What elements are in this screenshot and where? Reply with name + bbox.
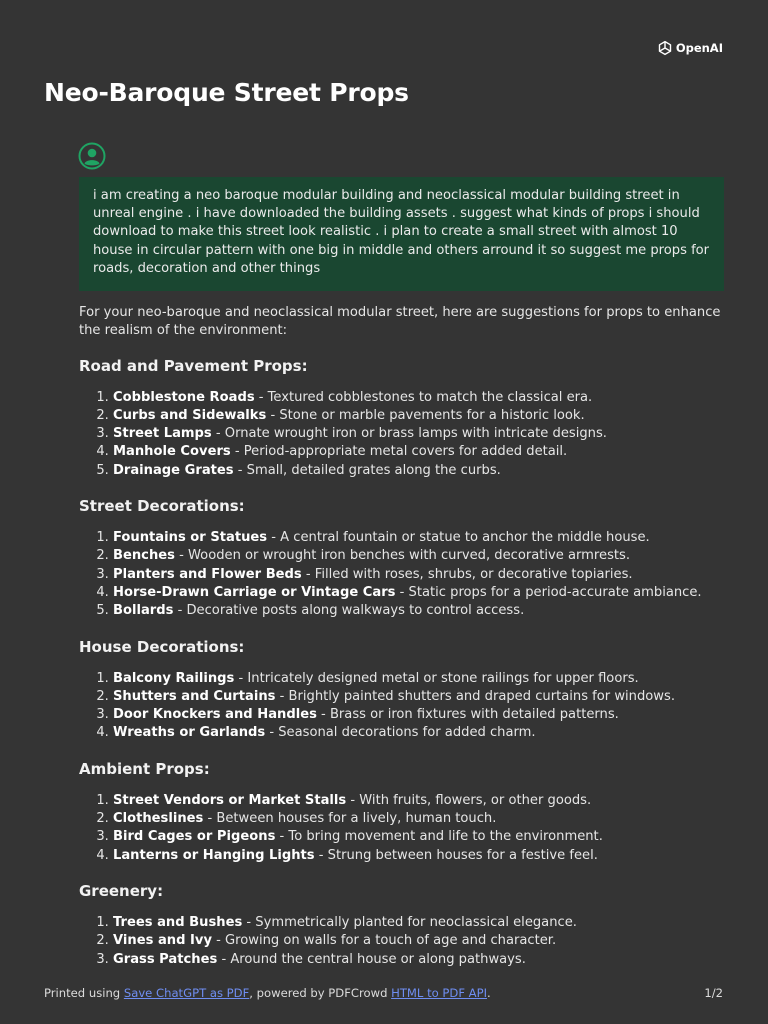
item-description: - Ornate wrought iron or brass lamps with intricate designs. xyxy=(211,426,607,442)
item-description: - Decorative posts along walkways to control access. xyxy=(173,603,525,619)
list-item xyxy=(113,828,729,846)
brand-label: OpenAI xyxy=(675,41,723,55)
item-term: Clotheslines xyxy=(113,811,204,827)
item-term: Manhole Covers xyxy=(113,444,231,460)
item-term: Door Knockers and Handles xyxy=(113,707,317,723)
item-description: - Intricately designed metal or stone railings for upper floors. xyxy=(234,670,639,686)
list-item xyxy=(113,688,729,706)
item-description: - Textured cobblestones to match the classical era. xyxy=(254,389,593,405)
item-term: Planters and Flower Beds xyxy=(113,566,302,582)
item-description: - Period-appropriate metal covers for added detail. xyxy=(230,444,568,460)
item-description: - With fruits, flowers, or other goods. xyxy=(346,792,592,808)
item-term: Fountains or Statues xyxy=(113,530,268,546)
item-term: Benches xyxy=(113,548,175,564)
list-item xyxy=(113,547,729,565)
section-heading: House Decorations: xyxy=(79,637,245,656)
item-description: - Symmetrically planted for neoclassical elegance. xyxy=(242,914,577,930)
footer-suffix: . xyxy=(487,986,491,1000)
props-list xyxy=(79,792,729,865)
props-list xyxy=(79,529,729,620)
item-description: - Brightly painted shutters and draped curtains for windows. xyxy=(275,688,676,704)
list-item xyxy=(113,724,729,742)
item-term: Bird Cages or Pigeons xyxy=(113,829,276,845)
props-list xyxy=(79,389,729,480)
list-item xyxy=(113,425,729,443)
save-chatgpt-pdf-link[interactable]: Save ChatGPT as PDF xyxy=(123,986,250,1000)
section-heading: Ambient Props: xyxy=(79,759,210,778)
page-title: Neo-Baroque Street Props xyxy=(44,78,409,107)
list-item xyxy=(113,670,729,688)
list-item xyxy=(113,792,729,810)
item-term: Trees and Bushes xyxy=(113,914,243,930)
list-item xyxy=(113,389,729,407)
list-item xyxy=(113,443,729,461)
assistant-response xyxy=(79,304,729,986)
item-description: - A central fountain or statue to anchor the middle house. xyxy=(267,530,650,546)
list-item xyxy=(113,407,729,425)
item-term: Lanterns or Hanging Lights xyxy=(113,847,315,863)
list-item xyxy=(113,810,729,828)
user-avatar-icon xyxy=(78,142,106,170)
section-heading: Greenery: xyxy=(79,881,164,900)
openai-logo-icon xyxy=(657,40,673,56)
item-term: Vines and Ivy xyxy=(113,933,212,949)
props-list xyxy=(79,670,729,743)
item-term: Curbs and Sidewalks xyxy=(113,407,267,423)
item-term: Street Lamps xyxy=(113,426,212,442)
print-footer xyxy=(44,986,724,1000)
item-description: - Filled with roses, shrubs, or decorative topiaries. xyxy=(301,566,633,582)
list-item xyxy=(113,706,729,724)
item-description: - Wooden or wrought iron benches with curved, decorative armrests. xyxy=(174,548,631,564)
footer-middle: , powered by PDFCrowd xyxy=(249,986,392,1000)
item-description: - Brass or iron fixtures with detailed patterns. xyxy=(316,707,619,723)
item-term: Grass Patches xyxy=(113,951,218,967)
section-heading: Street Decorations: xyxy=(79,497,245,516)
openai-brand xyxy=(657,40,723,56)
props-list xyxy=(79,914,729,969)
item-description: - Growing on walls for a touch of age and character. xyxy=(211,933,557,949)
list-item xyxy=(113,914,729,932)
user-prompt-bubble: i am creating a neo baroque modular building and neoclassical modular building street in unreal engine . i have downloaded the building assets . suggest what kinds of props i should download to make this street look realistic . i plan to create a small street with almost 10 house in circular pattern with one big in middle and others arround it so suggest me props for roads, decoration and other things xyxy=(79,177,724,291)
item-description: - Stone or marble pavements for a historic look. xyxy=(266,407,585,423)
list-item xyxy=(113,847,729,865)
list-item xyxy=(113,566,729,584)
item-term: Shutters and Curtains xyxy=(113,688,276,704)
item-description: - Strung between houses for a festive feel. xyxy=(314,847,598,863)
item-description: - Around the central house or along pathways. xyxy=(217,951,526,967)
item-term: Cobblestone Roads xyxy=(113,389,255,405)
list-item xyxy=(113,932,729,950)
item-description: - Between houses for a lively, human touch. xyxy=(203,811,497,827)
item-term: Horse-Drawn Carriage or Vintage Cars xyxy=(113,584,396,600)
response-intro: For your neo-baroque and neoclassical modular street, here are suggestions for props to enhance the realism of the environment: xyxy=(79,305,721,339)
item-description: - Small, detailed grates along the curbs. xyxy=(233,462,501,478)
list-item xyxy=(113,584,729,602)
item-term: Street Vendors or Market Stalls xyxy=(113,792,347,808)
page-number: 1/2 xyxy=(704,986,723,1000)
list-item xyxy=(113,529,729,547)
section-heading: Road and Pavement Props: xyxy=(79,356,308,375)
item-term: Wreaths or Garlands xyxy=(113,725,266,741)
list-item xyxy=(113,462,729,480)
item-term: Bollards xyxy=(113,603,174,619)
item-description: - Static props for a period-accurate ambiance. xyxy=(395,584,702,600)
list-item xyxy=(113,951,729,969)
footer-prefix: Printed using xyxy=(44,986,124,1000)
list-item xyxy=(113,602,729,620)
item-term: Balcony Railings xyxy=(113,670,235,686)
item-description: - Seasonal decorations for added charm. xyxy=(265,725,536,741)
item-term: Drainage Grates xyxy=(113,462,234,478)
html-to-pdf-api-link[interactable]: HTML to PDF API xyxy=(391,986,488,1000)
item-description: - To bring movement and life to the environment. xyxy=(275,829,603,845)
